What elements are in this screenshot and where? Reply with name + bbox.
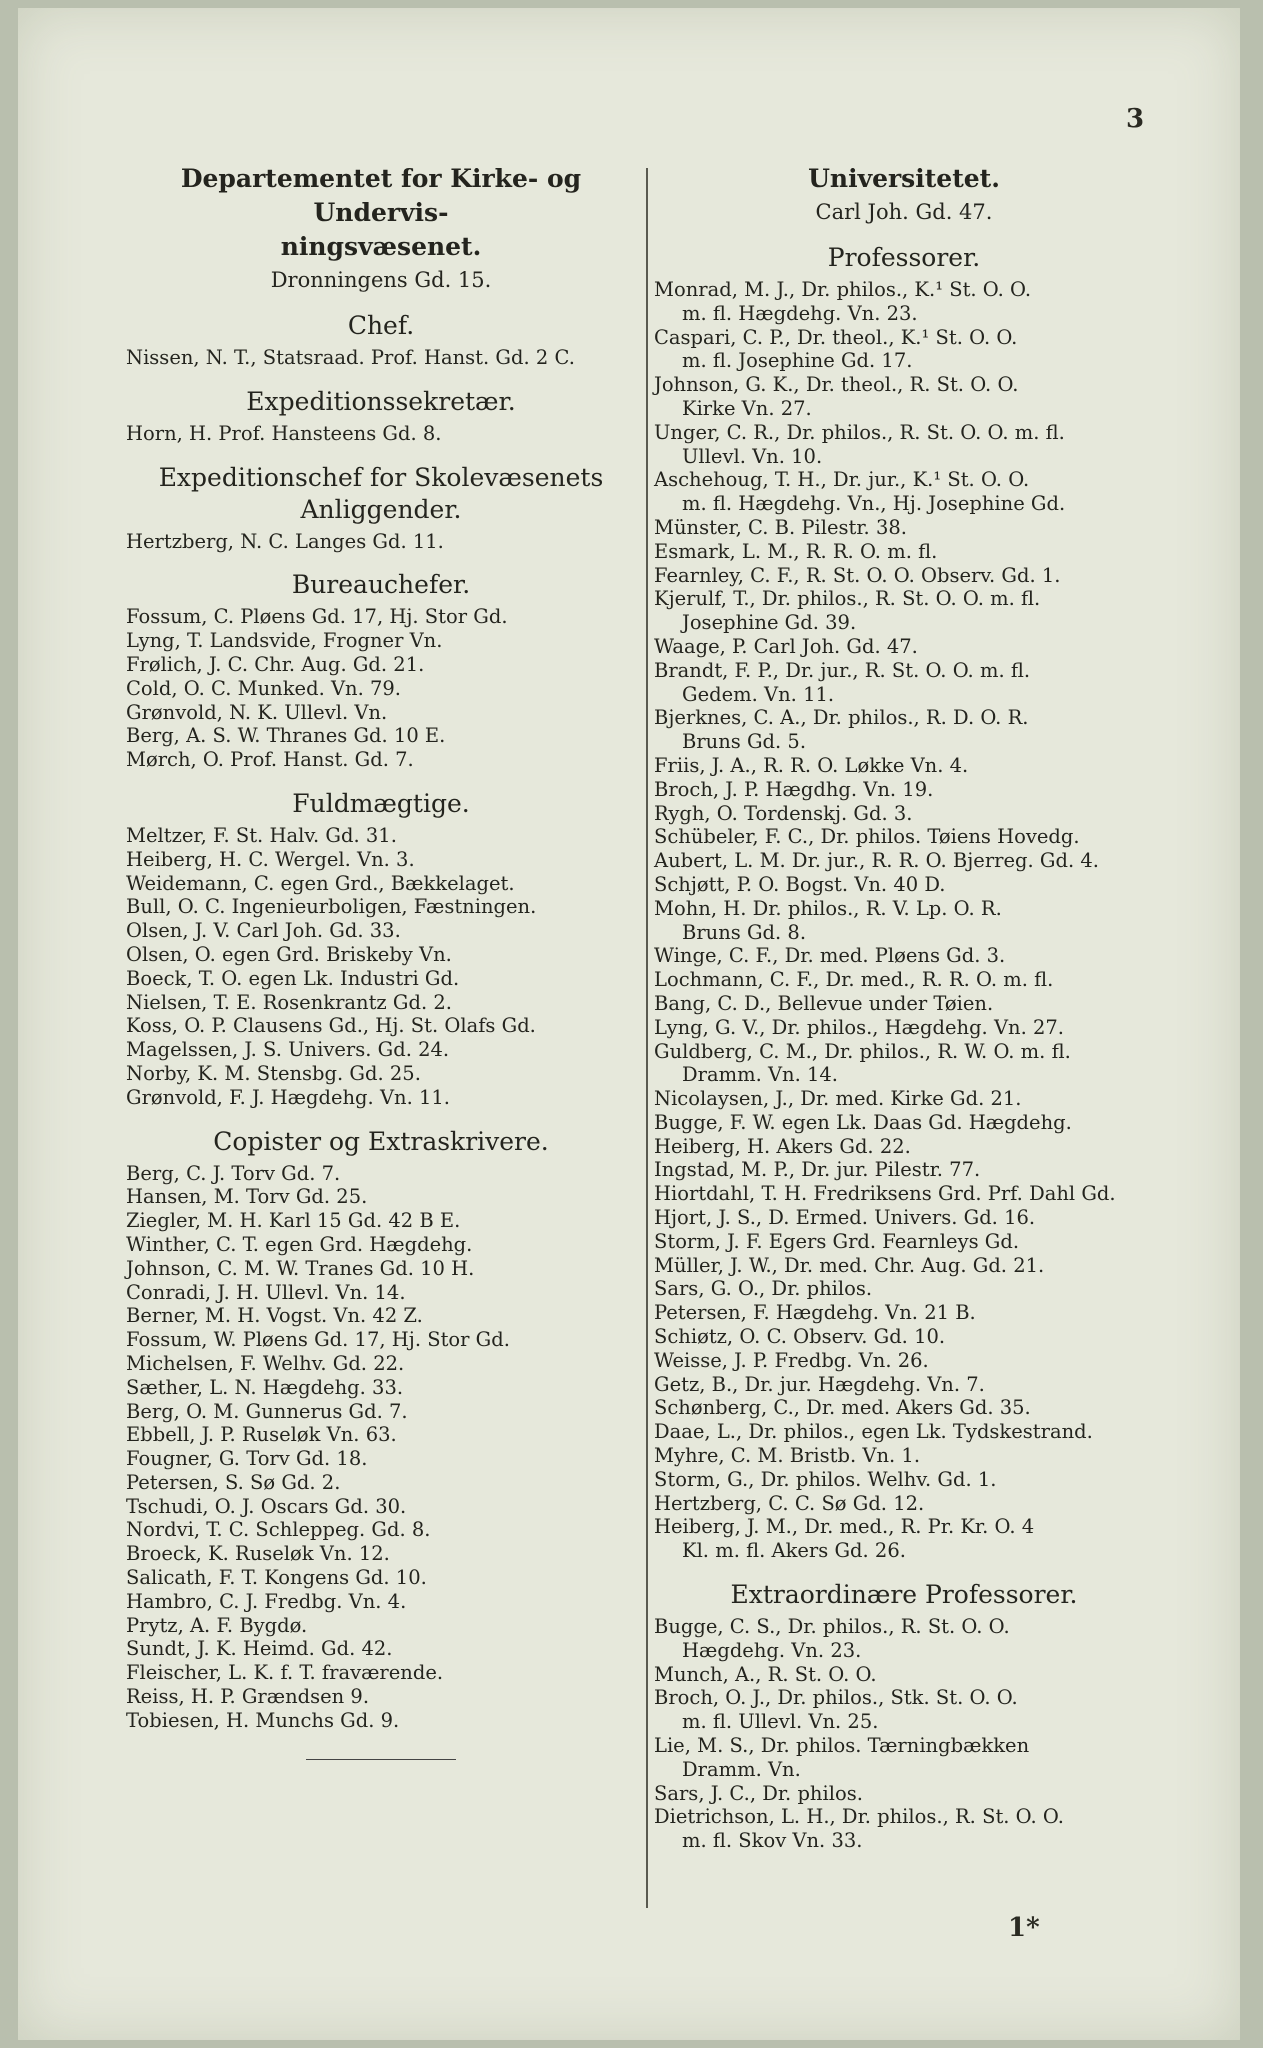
entry-continuation: Gedem. Vn. 11. [682,682,835,706]
directory-entry: Cold, O. C. Munked. Vn. 79. [126,676,402,700]
directory-entry: Ziegler, M. H. Karl 15 Gd. 42 B E. [126,1209,461,1233]
page-number: 3 [1126,104,1145,134]
directory-entry [654,1158,1154,1182]
entry-line: Weisse, J. P. Fredbg. Vn. 26. [654,1348,929,1372]
directory-entry [654,1492,1154,1516]
right-address: Carl Joh. Gd. 47. [815,200,993,224]
directory-entry: Tschudi, O. J. Oscars Gd. 30. [126,1494,407,1518]
directory-entry: Berner, M. H. Vogst. Vn. 42 Z. [126,1304,423,1328]
directory-entry [654,849,1154,873]
entry-line: Schjøtt, P. O. Bogst. Vn. 40 D. [654,872,946,896]
entry-continuation: Dramm. Vn. [682,1757,801,1781]
directory-entry [654,1615,1154,1663]
directory-entry: Petersen, S. Sø Gd. 2. [126,1470,341,1494]
entry-continuation: m. fl. Ullevl. Vn. 25. [682,1710,879,1734]
entry-line: Heiberg, H. Akers Gd. 22. [654,1134,911,1158]
directory-entry: Olsen, J. V. Carl Joh. Gd. 33. [126,919,401,943]
entry-line: Monrad, M. J., Dr. philos., K.¹ St. O. O. [654,278,1032,301]
entry-line: Petersen, F. Hægdehg. Vn. 21 B. [654,1301,976,1325]
right-sections [654,242,1154,1853]
end-rule [306,1759,456,1760]
right-title: Universitetet. [808,164,1000,193]
entry-line: Guldberg, C. M., Dr. philos., R. W. O. m. fl. [654,1039,1071,1063]
column-divider [646,168,648,1908]
directory-entry: Berg, A. S. W. Thranes Gd. 10 E. [126,724,446,748]
entry-line: Broch, O. J., Dr. philos., Stk. St. O. O. [654,1686,1018,1710]
entry-continuation: Kirke Vn. 27. [682,396,812,420]
entry-line: Brandt, F. P., Dr. jur., R. St. O. O. m. fl. [654,658,1031,682]
directory-entry: Broeck, K. Ruseløk Vn. 12. [126,1542,390,1566]
section-heading: Professorer. [827,243,981,272]
directory-entry [654,278,1154,326]
directory-entry: Hertzberg, N. C. Langes Gd. 11. [126,529,444,553]
left-sections [126,310,636,1733]
entry-line: Ingstad, M. P., Dr. jur. Pilestr. 77. [654,1158,981,1182]
entry-line: Sars, J. C., Dr. philos. [654,1781,863,1805]
directory-entry: Grønvold, N. K. Ullevl. Vn. [126,700,388,724]
entry-continuation: Dramm. Vn. 14. [682,1063,839,1087]
section-heading: Expeditionssekretær. [246,386,516,416]
directory-entry: Prytz, A. F. Bygdø. [126,1613,308,1637]
signature-mark: 1* [1008,1913,1040,1943]
directory-entry [654,1420,1154,1444]
entry-continuation: m. fl. Josephine Gd. 17. [682,349,913,373]
entry-line: Storm, J. F. Egers Grd. Fearnleys Gd. [654,1229,1020,1253]
directory-entry: Hambro, C. J. Fredbg. Vn. 4. [126,1589,407,1613]
entry-continuation: Ullevl. Vn. 10. [682,444,823,468]
directory-entry: Mørch, O. Prof. Hanst. Gd. 7. [126,748,414,772]
directory-entry [654,754,1154,778]
directory-entry: Grønvold, F. J. Hægdehg. Vn. 11. [126,1085,450,1109]
entry-line: Johnson, G. K., Dr. theol., R. St. O. O. [654,373,1019,397]
entry-continuation: m. fl. Hægdehg. Vn. 23. [682,301,918,325]
entry-line: Lyng, G. V., Dr. philos., Hægdehg. Vn. 27. [654,1015,1065,1039]
entry-line: Munch, A., R. St. O. O. [654,1662,877,1686]
entry-line: Nicolaysen, J., Dr. med. Kirke Gd. 21. [654,1087,1022,1111]
entry-line: Bang, C. D., Bellevue under Tøien. [654,991,994,1015]
directory-entry: Reiss, H. P. Grændsen 9. [126,1685,370,1709]
directory-entry [654,1686,1154,1734]
right-column [654,158,1154,1853]
directory-entry [654,778,1154,802]
directory-entry [654,1734,1154,1782]
entry-line: Hjort, J. S., D. Ermed. Univers. Gd. 16. [654,1206,1036,1230]
entry-line: Schønberg, C., Dr. med. Akers Gd. 35. [654,1396,1031,1420]
entry-line: Münster, C. B. Pilestr. 38. [654,515,907,539]
entry-line: Bjerknes, C. A., Dr. philos., R. D. O. R. [654,706,1029,730]
entry-line: Lochmann, C. F., Dr. med., R. R. O. m. fl. [654,968,1054,992]
directory-entry [654,587,1154,635]
directory-entry [654,1087,1154,1111]
entry-line: Aschehoug, T. H., Dr. jur., K.¹ St. O. O. [654,468,1030,492]
directory-entry: Nordvi, T. C. Schleppeg. Gd. 8. [126,1518,431,1542]
entry-line: Esmark, L. M., R. R. O. m. fl. [654,539,938,563]
directory-entry: Berg, O. M. Gunnerus Gd. 7. [126,1399,408,1423]
entry-line: Getz, B., Dr. jur. Hægdehg. Vn. 7. [654,1372,985,1396]
entry-line: Sars, G. O., Dr. philos. [654,1277,873,1301]
entry-line: Schiøtz, O. C. Observ. Gd. 10. [654,1325,946,1349]
directory-entry: Frølich, J. C. Chr. Aug. Gd. 21. [126,652,425,676]
directory-entry: Lyng, T. Landsvide, Frogner Vn. [126,629,443,653]
directory-entry: Hansen, M. Torv Gd. 25. [126,1185,368,1209]
directory-entry [654,897,1154,945]
section-heading: Chef. [347,311,415,340]
directory-entry [654,825,1154,849]
entry-line: Müller, J. W., Dr. med. Chr. Aug. Gd. 21. [654,1253,1045,1277]
directory-entry [654,1182,1154,1206]
directory-entry: Johnson, C. M. W. Tranes Gd. 10 H. [126,1256,475,1280]
directory-entry [654,706,1154,754]
directory-entry: Ebbell, J. P. Ruseløk Vn. 63. [126,1423,397,1447]
section-heading: Expeditionschef for Skolevæsenets Anliggender. [158,462,604,524]
entry-line: Bugge, F. W. egen Lk. Daas Gd. Hægdehg. [654,1110,1072,1134]
entry-continuation: Kl. m. fl. Akers Gd. 26. [682,1539,906,1563]
entry-line: Unger, C. R., Dr. philos., R. St. O. O. m. fl. [654,420,1065,444]
entry-continuation: m. fl. Hægdehg. Vn., Hj. Josephine Gd. [682,492,1066,516]
directory-entry [654,1206,1154,1230]
directory-entry [654,1444,1154,1468]
page [18,8,1240,2040]
entry-line: Hertzberg, C. C. Sø Gd. 12. [654,1491,925,1515]
directory-entry [654,421,1154,469]
directory-entry [654,326,1154,374]
directory-entry [654,373,1154,421]
directory-entry: Salicath, F. T. Kongens Gd. 10. [126,1566,427,1590]
directory-entry: Fossum, W. Pløens Gd. 17, Hj. Stor Gd. [126,1328,510,1352]
directory-entry [654,1111,1154,1135]
directory-entry [654,802,1154,826]
entry-continuation: Bruns Gd. 8. [682,920,807,944]
directory-entry [654,1468,1154,1492]
entry-line: Broch, J. P. Hægdhg. Vn. 19. [654,777,934,801]
directory-entry [654,992,1154,1016]
directory-entry [654,1135,1154,1159]
directory-entry [654,540,1154,564]
directory-entry [654,1040,1154,1088]
directory-entry [654,1254,1154,1278]
directory-entry [654,635,1154,659]
section-heading: Copister og Extraskrivere. [213,1126,549,1156]
directory-entry: Magelssen, J. S. Univers. Gd. 24. [126,1038,450,1062]
section-heading: Fuldmægtige. [292,788,470,818]
directory-entry: Fougner, G. Torv Gd. 18. [126,1447,368,1471]
directory-entry [654,564,1154,588]
directory-entry [654,1349,1154,1373]
directory-entry [654,516,1154,540]
directory-entry [654,1515,1154,1563]
directory-entry [654,1325,1154,1349]
entry-line: Heiberg, J. M., Dr. med., R. Pr. Kr. O. 4 [654,1515,1035,1539]
entry-line: Bugge, C. S., Dr. philos., R. St. O. O. [654,1615,1010,1639]
entry-line: Lie, M. S., Dr. philos. Tærningbækken [654,1734,1030,1758]
directory-entry [654,1277,1154,1301]
entry-line: Schübeler, F. C., Dr. philos. Tøiens Hovedg. [654,825,1080,849]
directory-entry [654,1396,1154,1420]
directory-entry [654,1782,1154,1806]
directory-entry: Koss, O. P. Clausens Gd., Hj. St. Olafs Gd. [126,1014,536,1038]
directory-entry [654,1663,1154,1687]
directory-entry: Norby, K. M. Stensbg. Gd. 25. [126,1061,421,1085]
entry-line: Myhre, C. M. Bristb. Vn. 1. [654,1444,921,1468]
directory-entry: Weidemann, C. egen Grd., Bækkelaget. [126,871,515,895]
entry-line: Daae, L., Dr. philos., egen Lk. Tydskestrand. [654,1420,1093,1444]
directory-entry [654,468,1154,516]
entry-line: Fearnley, C. F., R. St. O. O. Observ. Gd. 1. [654,563,1061,587]
directory-entry: Berg, C. J. Torv Gd. 7. [126,1161,341,1185]
directory-entry: Sæther, L. N. Hægdehg. 33. [126,1375,404,1399]
entry-line: Mohn, H. Dr. philos., R. V. Lp. O. R. [654,896,1002,920]
directory-entry [654,1805,1154,1853]
directory-entry [654,944,1154,968]
entry-continuation: Bruns Gd. 5. [682,730,807,754]
directory-entry [654,968,1154,992]
entry-line: Hiortdahl, T. H. Fredriksens Grd. Prf. Dahl Gd. [654,1182,1116,1206]
entry-continuation: Hægdehg. Vn. 23. [682,1638,862,1662]
directory-entry [654,659,1154,707]
directory-entry: Heiberg, H. C. Wergel. Vn. 3. [126,847,415,871]
directory-entry: Nielsen, T. E. Rosenkrantz Gd. 2. [126,990,452,1014]
entry-line: Storm, G., Dr. philos. Welhv. Gd. 1. [654,1467,997,1491]
entry-line: Aubert, L. M. Dr. jur., R. R. O. Bjerreg. Gd. 4. [654,849,1099,873]
section-heading: Extraordinære Professorer. [730,1580,1078,1610]
entry-line: Waage, P. Carl Joh. Gd. 47. [654,634,918,658]
directory-entry: Meltzer, F. St. Halv. Gd. 31. [126,823,397,847]
directory-entry: Winther, C. T. egen Grd. Hægdehg. [126,1232,473,1256]
directory-entry: Nissen, N. T., Statsraad. Prof. Hanst. Gd. 2 C. [126,346,575,369]
directory-entry: Conradi, J. H. Ullevl. Vn. 14. [126,1280,406,1304]
left-column [126,158,636,1760]
directory-entry [654,1230,1154,1254]
directory-entry: Olsen, O. egen Grd. Briskeby Vn. [126,942,452,966]
directory-entry: Sundt, J. K. Heimd. Gd. 42. [126,1637,393,1661]
directory-entry: Tobiesen, H. Munchs Gd. 9. [126,1708,400,1732]
entry-line: Winge, C. F., Dr. med. Pløens Gd. 3. [654,944,1006,968]
directory-entry: Michelsen, F. Welhv. Gd. 22. [126,1351,405,1375]
entry-line: Dietrichson, L. H., Dr. philos., R. St. O. O. [654,1805,1064,1829]
directory-entry [654,1373,1154,1397]
directory-entry [654,1301,1154,1325]
left-address: Dronningens Gd. 15. [270,268,492,292]
entry-continuation: m. fl. Skov Vn. 33. [682,1829,863,1853]
directory-entry: Boeck, T. O. egen Lk. Industri Gd. [126,966,460,990]
entry-line: Rygh, O. Tordenskj. Gd. 3. [654,801,913,825]
entry-continuation: Josephine Gd. 39. [682,611,857,635]
entry-line: Kjerulf, T., Dr. philos., R. St. O. O. m. fl. [654,587,1041,611]
section-heading: Bureauchefer. [291,570,471,600]
directory-entry: Bull, O. C. Ingenieurboligen, Fæstningen. [126,895,537,919]
directory-entry [654,873,1154,897]
directory-entry: Fossum, C. Pløens Gd. 17, Hj. Stor Gd. [126,605,508,629]
left-title: Departementet for Kirke- og Undervis- ningsvæsenet. [180,164,582,261]
entry-line: Caspari, C. P., Dr. theol., K.¹ St. O. O. [654,325,1018,349]
directory-entry: Horn, H. Prof. Hansteens Gd. 8. [126,421,442,445]
entry-line: Friis, J. A., R. R. O. Løkke Vn. 4. [654,753,969,777]
directory-entry: Fleischer, L. K. f. T. fraværende. [126,1661,444,1685]
directory-entry [654,1016,1154,1040]
